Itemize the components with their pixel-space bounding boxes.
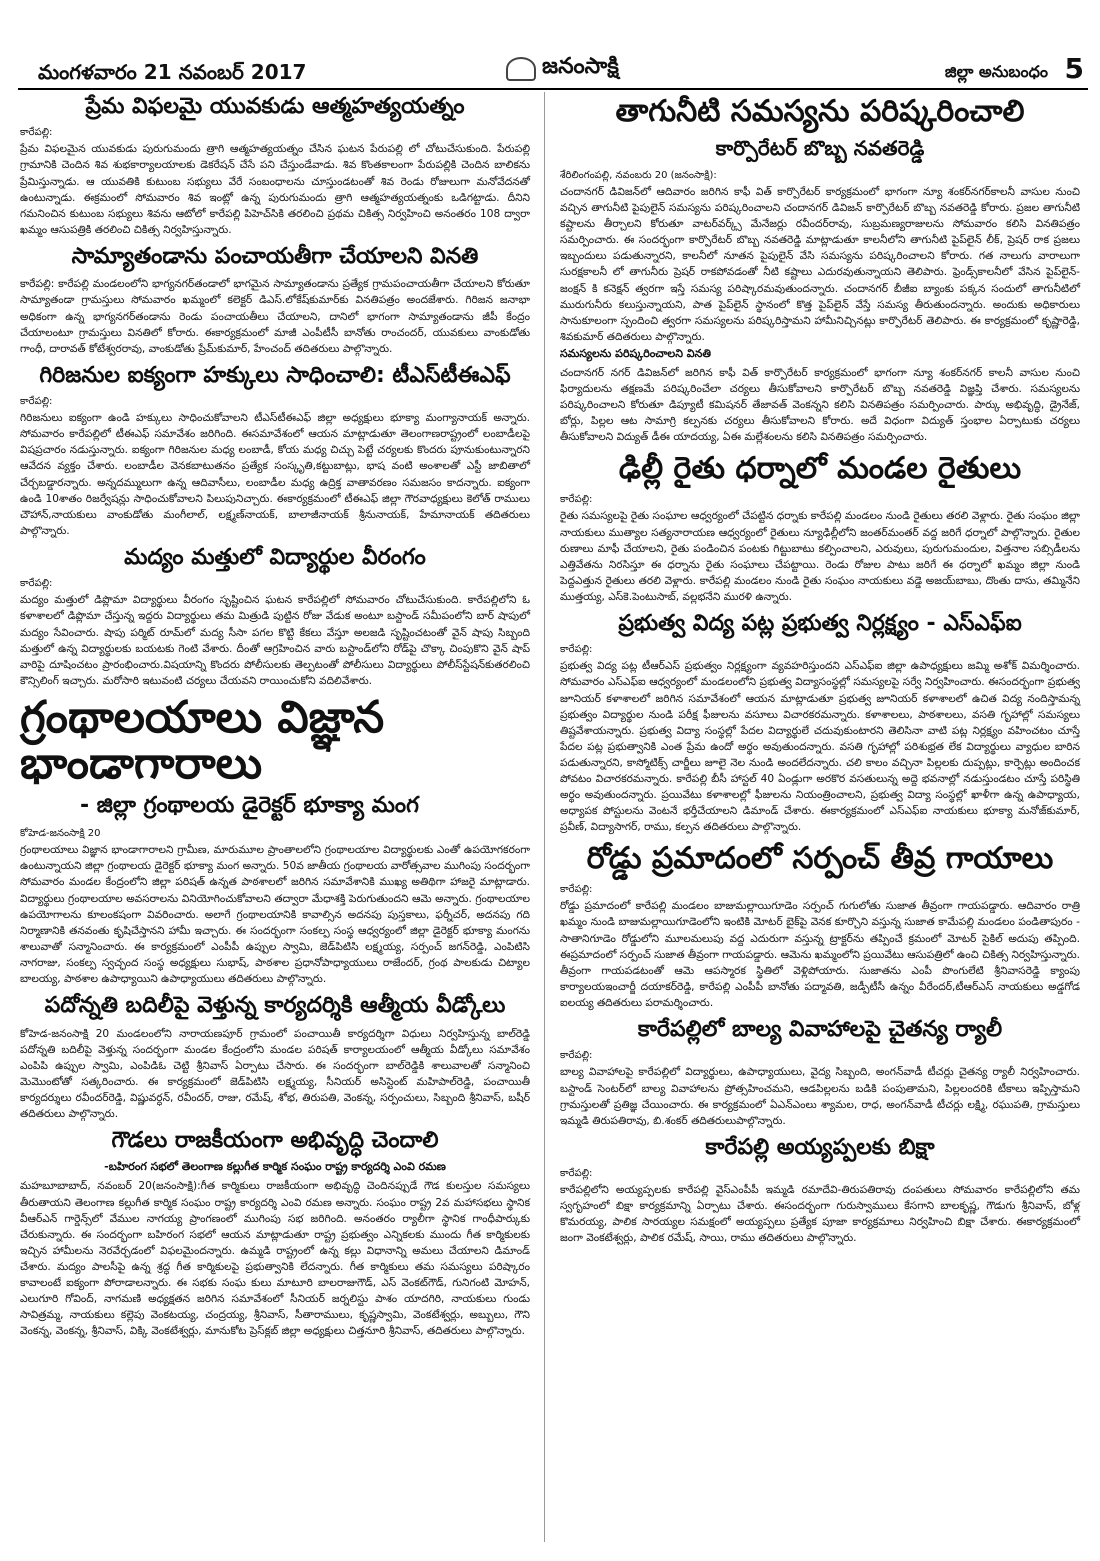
article-samyatanda — [20, 244, 530, 357]
column-divider — [544, 92, 545, 1542]
article-body: ప్రేమ విఫలమైన యువకుడు పురుగుమందు త్రాగి ఆత్మహత్యయత్నం చేసిన ఘటన పేరుపల్లి లో చోటుచేసుకుంది. పేరుపల్లి గ్రామానికి చెందిన శివ శుభకార్యాలయాలకు డెకరేషన్ చేసే పని చేస్తుండేవాడు. శివ కొంతకాలంగా పేరుపల్లికి చెందిన బాలికను ప్రేమిస్తున్నాడు. ఆ యువతికి కుటుంబ సభ్యులు వేరే సంబంధాలను చూస్తుండటంతో శివ రెండు రోజులుగా మనోవేదనతో ఉంటున్నాడు. ఈక్రమంలో సోమవారం శివ ఇంట్లో ఉన్న పురుగుమందు త్రాగి ఆత్మహత్యయత్నంకు ఒడిగట్టాడు. దీనిని గమనించిన కుటుంబ సభ్యులు శివను ఆటోలో కారేపల్లి పిహెచ్‌సికి తరలించి ప్రథమ చికిత్స నిర్వహించి అనంతరం 108 ద్వారా ఖమ్మం ఆసుపత్రికి తరలించి చికిత్స నిర్వహిస్తున్నారు. — [20, 143, 530, 236]
article-body: రోడ్డు ప్రమాదంలో కారేపల్లి మండలం బాజుమల్లాయిగూడెం సర్పంచ్ గుగులోతు సుజాత తీవ్రంగా గాయపడ్డారు. ఆదివారం రాత్రి ఖమ్మం నుండి బాజుమల్లాయిగూడెంలోని ఇంటికి మోటర్ బైక్‌పై వెనక కూర్చొని వస్తున్న సుజాత కామేపల్లి మండలం పండితాపురం - సాతానిగూడెం రోడ్డులోని మూలమలుపు వద్ద ఎదురుగా వస్తున్న ట్రాక్టర్‌ను తప్పించే క్రమంలో మోటర్ సైకిల్ అదుపు తప్పింది. ఈప్రమాదంలో సర్పంచ్ సుజాత తీవ్రంగా గాయపడ్డారు. ఆమెను ఖమ్మంలోని ప్రయివేటు ఆసుపత్రిలో ఉంచి చికిత్స నిర్వహిస్తున్నారు. తీవ్రంగా గాయపడటంతో ఆమె ఆపస్మారక స్థితిలో వెళ్లిపోయారు. సుజాతను ఎంపీ పొంగులేటి శ్రీనివాసరెడ్డి క్యాంపు కార్యాలయఇంచార్జీ దయాకర్‌రెడ్డి, కారేపల్లి ఎంపీపీ బానోతు పద్మావతి, జడ్పీటీసీ ఉన్నం వీరేందర్,టీఆర్ఎస్ నాయకులు అడ్డగోడ ఐలయ్య తదితరులు పరామర్శించారు. — [560, 900, 1080, 1009]
article-body: కోహెడ-జనంసాక్షి 20 మండలంలోని నారాయణపూర్ గ్రామంలో పంచాయితీ కార్యదర్శిగా విధులు నిర్వహిస్తున్న బాల్‌రెడ్డి పదోన్నతి బదిలీపై వెళ్తున్న సందర్భంగా మండల కేంద్రంలోని మండల పరిషత్ కార్యాలయంలో ఆత్మీయ వీడ్కోలు సమావేశం ఎంపిపి ఉప్పుల స్వామి, ఎంపిడిఓ చెట్టి శ్రీనివాస్ ఏర్పాటు చేసారు. ఈ సందర్భంగా బాల్‌రెడ్డికి శాలువాలతో సన్మానించి మెమొంటోతో సత్కరించారు. ఈ కార్యక్రమంలో జెడ్‌పిటిసి లక్ష్మయ్య, సీనియర్ అసిస్టెంట్ మహిపాల్‌రెడ్డి, పంచాయితీ కార్యదర్శులు రవీందర్‌రెడ్డి, విష్ణువర్ధన్, రవీందర్, రాజు, రమేష్, శోభ, తిరుపతి, వెంకన్న, సర్పంచులు, సిబ్బంది శ్రీనివాస్, బషీర్ తదితరులు పాల్గొన్నారు. — [20, 1027, 530, 1120]
article-love-failure — [20, 94, 530, 238]
article-libraries — [20, 691, 530, 987]
article-headline: కారేపల్లిలో బాల్య వివాహాలపై చైతన్య ర్యాలీ — [637, 1017, 1003, 1043]
article-ayyappa — [560, 1135, 1080, 1247]
article-gouda — [20, 1128, 530, 1339]
article-dateline: శేరిలింగంపల్లి, నవంబరు 20 (జనంసాక్షి): — [560, 170, 717, 181]
masthead — [18, 52, 1088, 90]
article-headline: ప్రేమ విఫలమై యువకుడు ఆత్మహత్యయత్నం — [85, 94, 465, 119]
article-road-accident — [560, 841, 1080, 1011]
article-body: గ్రంథాలయాలు విజ్ఞాన భాండాగారాలని గ్రామీణ, మారుమూల ప్రాంతాలలోని గ్రంథాలయాల విద్యార్థులకు ఎంతో ఉపయోగకరంగా ఉంటున్నాయని జిల్లా గ్రంథాలయ డైరెక్టర్ భూక్యా మంగ అన్నారు. 50వ జాతీయ గ్రంథాలయ వారోత్సవాల ముగింపు సందర్భంగా సోమవారం మండల కేంద్రంలోని జిల్లా పరిషత్ ఉన్నత పాఠశాలలో జరిగిన సమావేశానికి ముఖ్య అతిథిగా హాజరై మాట్లాడారు. విద్యార్థులు గ్రంథాలయాల అవసరాలను వినియోగించుకోవాలని తద్వారా మేధాశక్తి పెరుగుతుందని ఆమె అన్నారు. గ్రంథాలయాల ఉపయోగాలను కూలంకషంగా వివరించారు. అలాగే గ్రంథాలయానికి కావాల్సిన అదనపు పుస్తకాలు, ఫర్నీచర్, అదనపు గది నిర్మాణానికి తనవంతు కృషిచేస్తానని హామీ ఇచ్చారు. ఈ సందర్భంగా సంకల్ప సంస్థ ఆధ్వర్యంలో జిల్లా డైరెక్టర్ భూక్యా మంగను శాలువాతో సన్మానించారు. ఈ కార్యక్రమంలో ఎంపీపీ ఉప్పుల స్వామి, జెడ్‌పిటిసి లక్ష్మయ్య, సర్పంచ్ జగన్‌రెడ్డి, ఎంపిటిసి నాగరాజు, సంకల్ప స్వచ్ఛంద సంస్థ అధ్యక్షులు సుభాష్, పాఠశాల ప్రధానోపాధ్యాయులు రాజేందర్, గ్రంథ పాలకుడు చిట్యాల బాలయ్య, పాఠశాల ఉపాధ్యాయిని ఉపాధ్యాయులు తదితరులు పాల్గొన్నారు. — [20, 844, 530, 986]
article-subsection: సమస్యలను పరిష్కరించాలని వినతి — [560, 346, 711, 360]
article-body: కారేపల్లి: కారేపల్లి మండలంలోని భాగ్యనగర్‌తండాలో భాగమైన సామ్యాతండాను ప్రత్యేక గ్రామపంచాయతీగా చేయాలని కోరుతూ సామ్యాతండా గ్రామస్తులు సోమవారం ఖమ్మంలో కలెక్టర్ డిఎస్.లోకేష్‌కుమార్‌కు వినతిపత్రం అందజేశారు. గిరిజన జనాభా అధికంగా ఉన్న భాగ్యనగర్‌తండాను రెండు పంచాయతీలు చేయాలని, దానిలో భాగంగా సామ్యాతండాను జీపీ కేంద్రం చేయాలంటూ గ్రామస్తులు వినతిలో కోరారు. ఈకార్యక్రమంలో మాజీ ఎంపీటీసీ బానోతు రాంచందర్, యువకులు వాంకుడోతు గాంధీ, దారావత్ కోటేశ్వరరావు, వాంకుడోతు ప్రేమ్‌కుమార్, హేంచంద్ తదితరులు పాల్గొన్నారు. — [20, 278, 530, 355]
article-dateline: కారేపల్లి: — [20, 127, 53, 139]
article-subhead: కార్పొరేటర్ బొబ్బ నవతరెడ్డి — [715, 136, 925, 160]
left-column — [20, 90, 530, 1345]
article-child-marriage — [560, 1017, 1080, 1129]
article-drunk-students — [20, 545, 530, 689]
article-body: బాల్య వివాహాలపై కారేపల్లిలో విద్యార్థులు, ఉపాధ్యాయులు, వైద్య సిబ్బంది, అంగన్‌వాడీ టీచర్లు చైతన్య ర్యాలీ నిర్వహించారు. బస్టాండ్ సెంటర్‌లో బాల్య వివాహాలను ప్రోత్సహించమని, ఆడపిల్లలను బడికి పంపుతామని, పిల్లలందరికి టీకాలు ఇప్పిస్తామని గ్రామస్తులతో ప్రతిజ్ఞ చేయించారు. ఈ కార్యక్రమంలో ఏఎన్ఎంలు శ్యామల, రాధ, అంగన్‌వాడీ టీచర్లు లక్ష్మి, రఘుపతి, గ్రామస్తులు ఇమ్మడి తిరుపతిరావు, బి.శంకర్ తదితరులుపాల్గొన్నారు. — [560, 1066, 1080, 1127]
article-subhead: -బహిరంగ సభలో తెలంగాణ కల్లుగీత కార్మిక సంఘం రాష్ట్ర కార్యదర్శి ఎంవి రమణ — [104, 1160, 446, 1174]
article-body: రైతు సమస్యలపై రైతు సంఘాల ఆధ్వర్యంలో చేపట్టిన ధర్నాకు కారేపల్లి మండలం నుండి రైతులు తరలి వెళ్లారు. రైతు సంఘం జిల్లా నాయకులు ముత్యాల సత్యనారాయణ ఆధ్వర్యంలో రైతులు న్యూఢిల్లీలోని జంతర్‌మంతర్ వద్ద జరిగే ధర్నాలో పాల్గొన్నారు. రైతుల రుణాలు మాఫీ చేయాలని, రైతు పండించిన పంటకు గిట్టుబాటు కల్పించాలని, ఎరువులు, పురుగుమందుల, విత్తనాల సబ్సిడీలను ఎత్తివేతను నిరసిస్తూ ఈ ధర్నాను రైతు సంఘాలు చేపట్టాయి. రెండు రోజుల పాటు జరిగే ఈ ధర్నాలో ఖమ్మం జిల్లా నుండి పెద్దఎత్తున రైతులు తరలి వెళ్లారు. కారేపల్లి మండలం నుండి రైతు సంఘం నాయకులు వడ్డె అజయ్‌బాబు, దొంతు దాసు, తమ్మినేని ముత్తయ్య, ఎస్‌కె.పెంటుసాబ్, వల్లభనేని మురళి ఉన్నారు. — [560, 510, 1080, 603]
article-farewell — [20, 993, 530, 1122]
article-body: చందానగర్ డివిజన్‌లో ఆదివారం జరిగిన కాఫీ విత్ కార్పొరేటర్ కార్యక్రమంలో భాగంగా న్యూ శంకర్‌నగర్‌కాలనీ వాసుల నుంచి వచ్చిన తాగునీటి పైపులైన్ సమస్యను పరిష్కరించాలని చందానగర్ డివిజన్ కార్పొరేటర్ బొబ్బ నవతరెడ్డి కోరారు. ప్రజల తాగునీటి కష్టాలను తీర్చాలని కోరుతూ వాటర్‌వర్క్స్ మేనేజర్లు రవీందర్‌రావు, సుబ్రమణ్యరాజులను సోమవారం కలిసి వినతిపత్రం సమర్పించారు. ఈ సందర్భంగా కార్పొరేటర్ బొబ్బ నవతరెడ్డి మాట్లాడుతూ కాలనీలోని తాగునీటి పైప్‌లైన్ లీక్, ప్రెషర్ రాక ప్రజలు ఇబ్బందులు పడుతున్నారని, కాలనీలో నూతన పైపులైన్ వేసి సమస్యను పరిష్కరించాలని కోరారు. గత నాలుగు వారాలుగా సురక్షకాలనీ లో తాగునీరు ప్రెషర్ రాకపోవడంతో నీటి కష్టాలు ఎదురవుతున్నాయని తెలిపారు. ఫ్రెండ్స్‌కాలనీలో వేసిన పైప్‌లైన్-జంక్షన్ కి కనెక్షన్ త్వరగా ఇస్తే సమస్య పరిష్కారమవుతుందన్నారు. చందానగర్ బీజీఐ బ్యాంకు పక్కన సందులో తాగునీటిలో మురుగునీరు కలుస్తున్నాయని, పాత పైప్‌లైన్ స్థానంలో కొత్త పైప్‌లైన్ వేస్తే సమస్య తీరుతుందన్నారు. అందుకు అధికారులు సానుకూలంగా స్పందించి త్వరగా సమస్యలను పరిష్కరిస్తామని హామీనిచ్చినట్లు కార్పొరేటర్ తెలిపారు. ఈ కార్యక్రమంలో కృష్ణారెడ్డి, శివకుమార్ తదితరులు పాల్గొన్నారు. — [560, 186, 1080, 343]
article-headline: పదోన్నతి బదిలీపై వెళ్తున్న కార్యదర్శికి ఆత్మీయ వీడ్కోలు — [44, 993, 506, 1019]
logo-emblem-icon — [506, 57, 536, 81]
article-dateline: కారేపల్లి: — [560, 1168, 593, 1180]
article-subhead: - జిల్లా గ్రంథాలయ డైరెక్టర్ భూక్యా మంగ — [80, 793, 419, 819]
article-headline: ప్రభుత్వ విద్య పట్ల ప్రభుత్వ నిర్లక్ష్యం - ఎస్ఎఫ్ఐ — [618, 610, 1022, 636]
article-headline: సామ్యాతండాను పంచాయతీగా చేయాలని వినతి — [71, 243, 479, 269]
article-headline: గౌడలు రాజకీయంగా అభివృద్ధి చెందాలి — [111, 1128, 439, 1154]
article-dateline: కారేపల్లి: — [560, 644, 593, 656]
article-dateline: కారేపల్లి: — [20, 396, 53, 408]
article-body: మహబూబాబాద్, నవంబర్ 20(జనంసాక్షి):గీత కార్మికులు రాజకీయంగా అభివృద్ధి చెందినప్పుడే గౌడ కులస్తుల సమస్యలు తీరుతాయని తెలంగాణ కల్లుగీత కార్మిక సంఘం రాష్ట్ర కార్యదర్శి ఎంవి రమణ అన్నారు. సంఘం రాష్ట్ర 2వ మహాసభలు స్థానిక వీఆర్‌ఎన్ గార్డెన్స్‌లో వేముల నాగయ్య ప్రాంగణంలో ముగింపు సభ జరిగింది. అనంతరం ర్యాలీగా స్థానిక గాంధీపార్కుకు చేరుకున్నారు. ఈ సందర్భంగా బహిరంగ సభలో ఆయన మాట్లాడుతూ రాష్ట్ర ప్రభుత్వం ఎన్నికలకు ముందు గీత కార్మికులకు ఇచ్చిన హామీలను నెరవేర్చడంలో విఫలమైందన్నారు. ఉమ్మడి రాష్ట్రంలో ఉన్న కల్లు విధానాన్ని అమలు చేయాలని డిమాండ్ చేశారు. మద్యం పాలసీపై ఉన్న శ్రద్ధ గీత కార్మికులపై ప్రభుత్వానికి లేదన్నారు. గీత కార్మికులు తమ సమస్యలు పరిష్కారం కావాలంటే ఐక్యంగా పోరాడాలన్నారు. ఈ సభకు సంఘ కులు మాటూరి బాలరాజుగౌడ్, ఎస్ వెంకట్‌గౌడ్, గునిగంటి మోహన్, ఎలుగూరి గోవింద్, నాగమణి అధ్యక్షతన జరిగిన సమావేశంలో సీనియర్ జర్నలిస్టు పాశం యాదగిరి, నాయకులు గుండు సావిత్రమ్మ, నాయకులు కల్లెపు వెంకటయ్య, చంద్రయ్య, శ్రీనివాస్, సీతారాములు, కృష్ణస్వామి, వెంకటేశ్వర్లు, అబ్బులు, గౌని వెంకన్న, వెంకన్న, శ్రీనివాస్, విక్కి వెంకటేశ్వర్లు, మానుకోట ప్రెస్‌క్లబ్ జిల్లా అధ్యక్షులు చిత్తనూరి శ్రీనివాస్, తదితరులు పాల్గొన్నారు. — [20, 1180, 530, 1338]
article-sfi — [560, 611, 1080, 835]
article-headline: ఢిల్లీ రైతు ధర్నాలో మండల రైతులు — [618, 451, 1022, 487]
article-dateline: కారేపల్లి: — [20, 578, 53, 590]
article-body: కారేపల్లిలోని అయ్యప్పలకు కారేపల్లి వైస్‌ఎంపీపీ ఇమ్మడి రమాదేవి-తిరుపతిరావు దంపతులు సోమవారం కారేపల్లిలోని తమ స్వగృహంలో బిక్షా కార్యక్రమాన్ని ఏర్పాటు చేశారు. ఈసందర్భంగా గురుస్వాములు కేసగాని బాలకృష్ణ, గౌడుగు శ్రీనివాస్, బోళ్ల కొమరయ్య, పాలిక సారయ్యల సమక్షంలో అయ్యప్పలు ప్రత్యేక పూజా కార్యక్రమాలు నిర్వహించి బిక్షా చేశారు. ఈకార్యక్రమంలో జంగా వెంకటేశ్వర్లు, పాలిక రమేష్, సాయి, రాము తదితరులు పాల్గొన్నారు. — [560, 1184, 1080, 1245]
logo-text: జనంసాక్షి — [542, 54, 619, 79]
article-dateline: కోహెడ-జనంసాక్షి 20 — [20, 828, 101, 840]
newspaper-logo — [506, 54, 619, 84]
article-body: గిరిజనులు ఐక్యంగా ఉండి హక్కులు సాధించుకోవాలని టీఎస్‌టీఈఎఫ్ జిల్లా అధ్యక్షులు భూక్యా మంగ్యానాయక్ అన్నారు. సోమవారం కారేపల్లిలో టీఈఎఫ్ సమావేశం జరిగింది. ఈసమావేశంలో ఆయన మాట్లాడుతూ తెలంగాణరాష్ట్రంలో లంబాడీలపై విషప్రచారం నడుస్తున్నారు. ఐక్యంగా గిరిజనుల మధ్య లంబాడీ, కోయ మధ్య చిచ్చు పెట్టే చర్యలకు కొందరు పూనుకుంటున్నారని ఆవేదన వ్యక్తం చేశారు. లంబాడీల వెనకబాటుతనం ప్రత్యేక సంస్కృతి,కట్టుబాట్లు, భాష వంటి అంశాలతో ఎస్టీ జాబితాలో చేర్చబడ్డారన్నారు. అన్నదమ్ములుగా ఉన్న ఆదివాసీలు, లంబాడీల మధ్య ఉద్రిక్త వాతావరణం సమజసం కాదన్నారు. ఐక్యంగా ఉండి 10శాతం రిజర్వేషన్లు సాధించుకోవాలని పిలుపునిచ్చారు. ఈకార్యక్రమంలో టీఈఎఫ్ జిల్లా గౌరవాధ్యక్షులు కెలోత్ రాములు చౌహాన్,నాయకులు వాంకుడోతు మంగీలాల్, లక్ష్మణ్‌నాయక్, బాలాజీనాయక్ శ్రీనునాయక్, హేమానాయక్ తదితరులు పాల్గొన్నారు. — [20, 412, 530, 537]
issue-date: మంగళవారం 21 నవంబర్ 2017 — [38, 60, 307, 84]
article-body: మద్యం మత్తులో డిప్లొమా విద్యార్థులు వీరంగం సృష్టించిన ఘటన కారేపల్లిలో సోమవారం చోటుచేసుకుంది. కారేపల్లిలోని ఓ కళాశాలలో డిప్లొమా చేస్తున్న ఇద్దరు విద్యార్థులు తమ మిత్రుడి పుట్టిన రోజు వేడుక అంటూ బస్టాండ్ సమీపంలోని బార్ షాపులో మద్యం సేవించారు. షాపు పర్మిట్ రూమ్‌లో మద్య సీసా పగల కొట్టి కేకలు వేస్తూ అలజడి సృష్టించటంతో వైన్ షాపు సిబ్బంది మత్తులో ఉన్న విద్యార్థులకు బయటకు గెంటి వేశారు. దీంతో ఆగ్రహించిన వారు బస్టాండ్‌లోని రోడ్‌పై చొక్కా చింపుకొని వైన్ షాప్ వారిపై దూషించటం ప్రారంభించారు.విషయాన్ని కొందరు పోలీసులకు తెల్పటంతో పోలీసులు విద్యార్థులు పోలీస్‌స్టేషన్‌కుతరలించి కౌన్సిలింగ్ ఇచ్చారు. మరోసారి ఇటువంటి చర్యలు చేయవని రాయించుకోని వదిలివేశారు. — [20, 594, 530, 687]
article-dateline: కారేపల్లి: — [560, 494, 593, 506]
article-dateline: కారేపల్లి: — [560, 1050, 593, 1062]
article-body-2: చందానగర్ నగర్ డివిజన్‌లో జరిగిన కాఫీ విత్ కార్పొరేటర్ కార్యక్రమంలో భాగంగా న్యూ శంకర్‌నగర్ కాలనీ వాసుల నుంచి ఫిర్యాదులను తక్షణమే పరిష్కరించేలా చర్యలు తీసుకోవాలని కార్పొరేటర్ బొబ్బ నవతరెడ్డి విజ్ఞప్తి చేశారు. సమస్యలను పరిష్కరించాలని కోరుతూ డిప్యూటీ కమిషనర్ తేజావత్ వెంకన్నని కలిసి వినతిపత్రం సమర్పించారు. పార్కు అభివృద్ధి, డ్రైనేజ్, బోర్లు, పిల్లల ఆట సామాగ్రి కల్పనకు చర్యలు తీసుకోవాలని కోరారు. అదే విధంగా విద్యుత్ స్తంభాల ఏర్పాటుకు చర్యలు తీసుకోవాలని విద్యుత్ డీఈ యాదయ్య, ఏఈ మల్లేశంలను కలిసి వినతిపత్రం సమర్పించారు. — [560, 366, 1080, 444]
section-name: జిల్లా అనుబంధం — [944, 62, 1048, 81]
right-column — [560, 90, 1080, 1253]
article-body: ప్రభుత్వ విద్య పట్ల టీఆర్ఎస్ ప్రభుత్వం నిర్లక్ష్యంగా వ్యవహరిస్తుందని ఎస్ఎఫ్ఐ జిల్లా ఉపాధ్యక్షులు జమ్మి అశోక్ విమర్శించారు. సోమవారం ఎస్ఎఫ్ఐ ఆధ్వర్యంలో మండలంలోని ప్రభుత్వ విద్యాసంస్థల్లో సమస్యలపై సర్వే నిర్వహించారు. ఈసందర్భంగా ప్రభుత్వ జూనియర్ కళాశాలలో జరిగిన సమావేశంలో ఆయన మాట్లాడుతూ ప్రభుత్వ జూనియర్ కళాశాలలో ఉచిత విద్య నందిస్తామన్న ప్రభుత్వం విద్యార్థుల నుండి పరీక్ష ఫీజులను వసూలు విచారకరమన్నారు. కళాశాలలు, పాఠశాలలు, వసతి గృహాల్లో సమస్యలు తిష్టవేశాయన్నారు. ప్రభుత్వ విద్యా సంస్థల్లో పేదల విద్యార్థులే చదువుకుంటారని తెలిసినా వాటి పట్ల నిర్లక్ష్యం వహించటం చూస్తే పేదల పట్ల ప్రభుత్వానికి ఎంత ప్రేమ ఉందో అర్థం అవుతుందన్నారు. వసతి గృహాల్లో పరిశుభ్రత లేక విద్యార్థులు వ్యాధుల బారిన పడుతున్నారని, కాస్మోటిక్స్ చార్జీలు జూలై నెల నుండి అందలేదన్నారు. చలి కాలం వచ్చినా పిల్లలకు దుప్పట్లు, కార్పెట్లు అందించక పోవటం విచారకరమన్నారు. కారేపల్లి బీసీ హాస్టల్ 40 ఏండ్లుగా అరకొర వసతులున్న అద్దె భవనాల్లో నడుస్తుండటం చూస్తే పరిస్థితి అర్థం అవుతుందన్నారు. ప్రయివేటు కళాశాలల్లో ఫీజులను నియంత్రించాలని, ప్రభుత్వ విద్యా సంస్థల్లో ఖాళీగా ఉన్న ఉపాధ్యాయ, అధ్యాపక పోస్టులను వెంటనే భర్తీచేయాలని డిమాండ్ చేశారు. ఈకార్యక్రమంలో ఎస్ఎఫ్ఐ నాయకులు భూక్యా మనోజ్‌కుమార్, ప్రవీణ్, విద్యాసాగర్, రాము, కల్పన తదితరులు పాల్గొన్నారు. — [560, 660, 1080, 834]
article-headline: గ్రంథాలయాలు విజ్ఞాన భాండాగారాలు — [20, 691, 385, 790]
article-drinking-water — [560, 94, 1080, 445]
article-delhi-dharna — [560, 451, 1080, 605]
article-headline: తాగునీటి సమస్యను పరిష్కరించాలి — [615, 94, 1025, 129]
article-headline: గిరిజనుల ఐక్యంగా హక్కులు సాధించాలి: టీఎస్‌టీఈఎఫ్ — [39, 362, 511, 388]
article-dateline: కారేపల్లి: — [560, 884, 593, 896]
article-headline: మద్యం మత్తులో విద్యార్థుల వీరంగం — [124, 544, 426, 570]
article-headline: రోడ్డు ప్రమాదంలో సర్పంచ్ తీవ్ర గాయాలు — [586, 841, 1054, 877]
article-headline: కారేపల్లి అయ్యప్పలకు బిక్షా — [705, 1134, 935, 1160]
article-tribal-rights — [20, 363, 530, 539]
page-number: 5 — [1064, 52, 1084, 85]
